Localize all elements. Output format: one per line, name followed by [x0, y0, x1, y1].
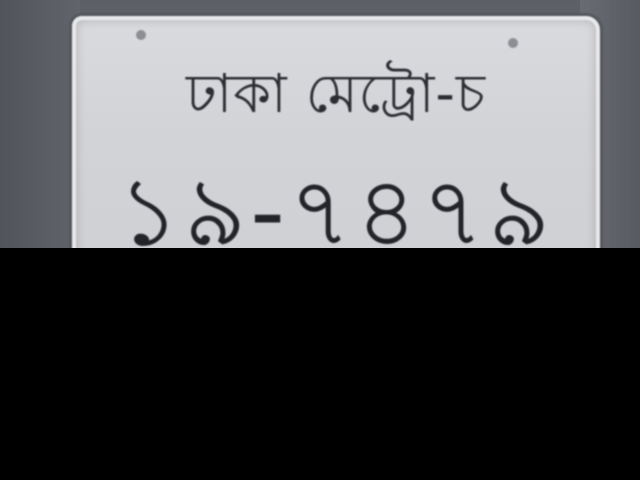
license-plate: [72, 16, 600, 248]
plate-number: ১৯-৭৪৭৯: [117, 156, 555, 248]
plate-bolt-left: [136, 30, 146, 40]
photo-shadow-left: [0, 0, 80, 248]
masked-area: [0, 248, 640, 480]
plate-region-text: ঢাকা মেট্রো-চ: [185, 62, 487, 125]
plate-bolt-right: [508, 38, 518, 48]
